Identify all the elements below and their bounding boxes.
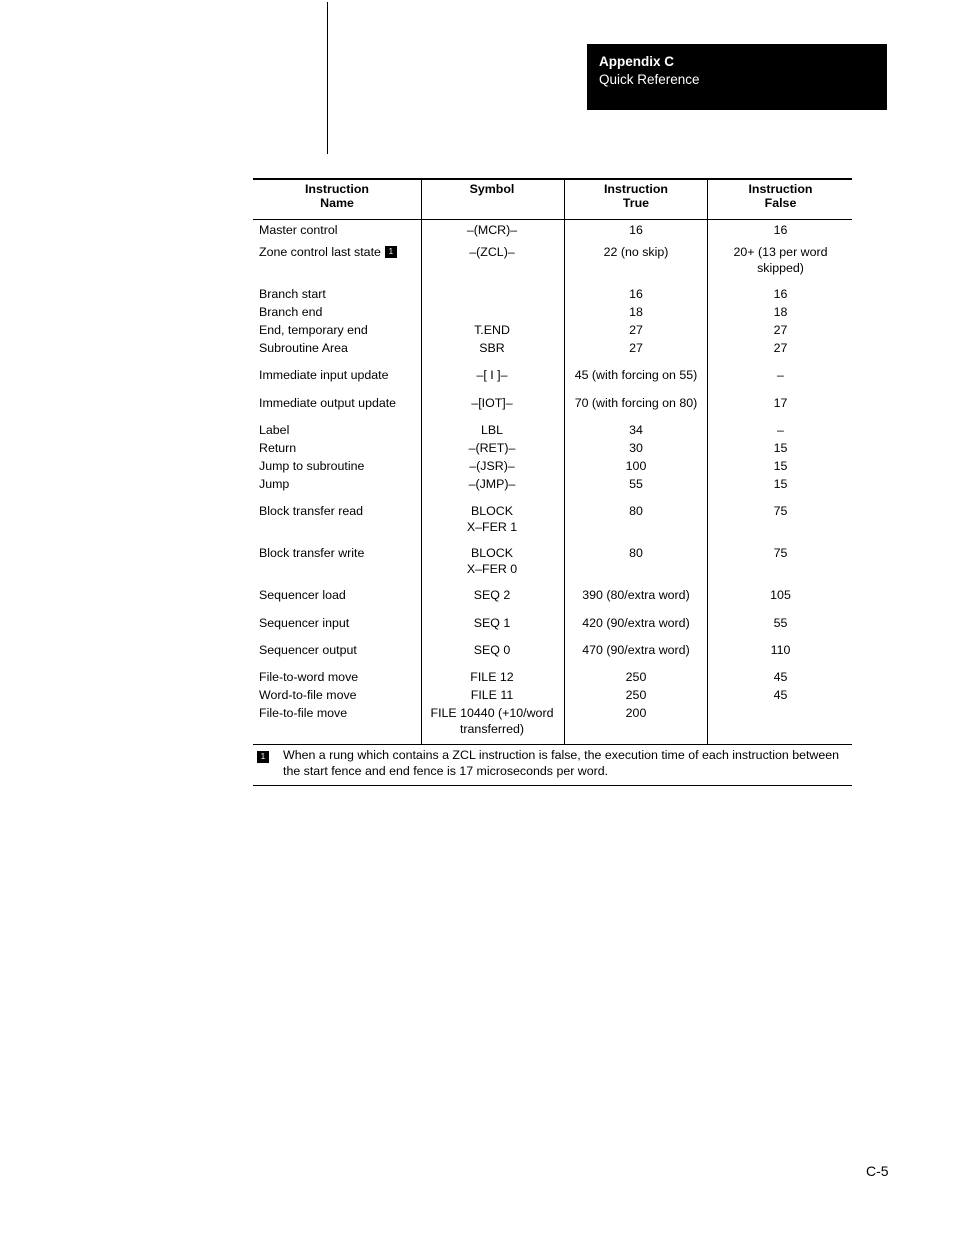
table-row-false: 18 xyxy=(773,305,788,319)
table-row-symbol: –(ZCL)– xyxy=(469,245,515,259)
table-row-true: 390 (80/extra word) xyxy=(582,588,690,602)
table-row-symbol: –(JMP)– xyxy=(468,477,516,491)
table-row-name: Sequencer input xyxy=(259,616,350,630)
appendix-subtitle: Quick Reference xyxy=(599,72,700,87)
table-row-symbol: BLOCK X–FER 0 xyxy=(466,546,518,576)
table-row-false: 75 xyxy=(773,546,788,560)
table-top-rule xyxy=(253,178,852,180)
table-row-true: 16 xyxy=(629,223,643,237)
table-row-true: 470 (90/extra word) xyxy=(582,643,690,657)
table-row-false: 15 xyxy=(773,459,788,473)
table-row-false: 27 xyxy=(773,323,788,337)
table-row-symbol: –(RET)– xyxy=(468,441,516,455)
table-row-name: End, temporary end xyxy=(259,323,368,337)
table-row-true: 27 xyxy=(629,341,643,355)
table-row-name: Block transfer write xyxy=(259,546,365,560)
timing-table xyxy=(253,178,852,786)
table-row-symbol: LBL xyxy=(480,423,504,437)
column-divider xyxy=(707,179,708,744)
header-instruction-true: Instruction True xyxy=(603,182,669,210)
table-row-name: Label xyxy=(259,423,290,437)
table-row-name: Subroutine Area xyxy=(259,341,348,355)
table-row-false: 110 xyxy=(770,643,791,657)
table-row-name: Jump xyxy=(259,477,290,491)
table-row-true: 80 xyxy=(629,504,643,518)
table-row-symbol: SBR xyxy=(479,341,505,355)
table-row-false: 55 xyxy=(773,616,788,630)
table-row-false: 17 xyxy=(773,396,788,410)
table-row-true: 80 xyxy=(629,546,643,560)
table-row-true: 70 (with forcing on 80) xyxy=(574,396,698,410)
table-row-name: File-to-word move xyxy=(259,670,359,684)
table-row-false: 20+ (13 per word skipped) xyxy=(733,245,828,275)
table-row-true: 100 xyxy=(625,459,647,473)
table-row-true: 55 xyxy=(629,477,643,491)
appendix-title: Appendix C xyxy=(599,54,675,69)
table-row-true: 250 xyxy=(625,670,647,684)
table-header-rule xyxy=(253,219,852,220)
table-row-symbol: –(JSR)– xyxy=(469,459,515,473)
table-row-true: 16 xyxy=(629,287,643,301)
table-row-symbol: FILE 11 xyxy=(470,688,514,702)
table-row-true: 250 xyxy=(625,688,647,702)
footnote-bottom-rule xyxy=(253,785,852,786)
table-row-true: 200 xyxy=(625,706,647,720)
table-row-symbol: –[IOT]– xyxy=(471,396,513,410)
table-row-symbol: BLOCK X–FER 1 xyxy=(466,504,518,534)
header-instruction-false: Instruction False xyxy=(748,182,813,210)
table-row-false: 15 xyxy=(773,441,788,455)
table-row-false: – xyxy=(777,368,784,382)
table-row-name: Immediate input update xyxy=(259,368,389,382)
table-row-name: Branch end xyxy=(259,305,323,319)
table-row-symbol: T.END xyxy=(474,323,510,337)
table-row-symbol: FILE 10440 (+10/word transferred) xyxy=(430,706,554,736)
table-row-false: 27 xyxy=(773,341,788,355)
table-row-symbol: SEQ 0 xyxy=(473,643,511,657)
table-row-symbol: SEQ 2 xyxy=(473,588,511,602)
table-row-true: 18 xyxy=(629,305,643,319)
table-row-false: 45 xyxy=(773,670,788,684)
table-row-true: 27 xyxy=(629,323,643,337)
table-row-name: Return xyxy=(259,441,297,455)
header-instruction-name: Instruction Name xyxy=(304,182,370,210)
table-row-name: Sequencer load xyxy=(259,588,346,602)
table-row-name: Branch start xyxy=(259,287,326,301)
table-row-symbol: FILE 12 xyxy=(470,670,514,684)
table-bottom-rule xyxy=(253,744,852,745)
table-row-false: 105 xyxy=(770,588,791,602)
table-row-name: Master control xyxy=(259,223,338,237)
table-row-false: 16 xyxy=(773,223,788,237)
table-row-false: 45 xyxy=(773,688,788,702)
table-row-false: 16 xyxy=(773,287,788,301)
table-row-name: Sequencer output xyxy=(259,643,357,657)
table-row-true: 22 (no skip) xyxy=(603,245,669,259)
table-row-false: 15 xyxy=(773,477,788,491)
table-row-name: Jump to subroutine xyxy=(259,459,365,473)
table-row-name: Block transfer read xyxy=(259,504,363,518)
table-row-true: 30 xyxy=(629,441,643,455)
table-row-symbol: SEQ 1 xyxy=(473,616,511,630)
page-number: C-5 xyxy=(866,1163,889,1179)
appendix-header xyxy=(587,44,887,110)
table-row-symbol: –[ I ]– xyxy=(476,368,508,382)
table-row-name: Zone control last state 1 xyxy=(259,244,397,260)
table-row-name: Immediate output update xyxy=(259,396,397,410)
table-row-true: 34 xyxy=(629,423,643,437)
table-row-name: Word-to-file move xyxy=(259,688,357,702)
table-row-symbol: –(MCR)– xyxy=(466,223,518,237)
header-symbol: Symbol xyxy=(469,182,515,196)
footnote-marker-badge: 1 xyxy=(385,246,397,258)
footnote-text: When a rung which contains a ZCL instruction is false, the execution time of each instruction between the start fence and end fence is 17 microseconds per word. xyxy=(283,748,840,778)
table-row-true: 420 (90/extra word) xyxy=(582,616,690,630)
table-row-name: File-to-file move xyxy=(259,706,348,720)
table-row-false: 75 xyxy=(773,504,788,518)
table-row-false: – xyxy=(777,423,784,437)
margin-rule xyxy=(327,2,328,154)
table-row-true: 45 (with forcing on 55) xyxy=(574,368,698,382)
footnote-marker-badge: 1 xyxy=(257,751,269,763)
